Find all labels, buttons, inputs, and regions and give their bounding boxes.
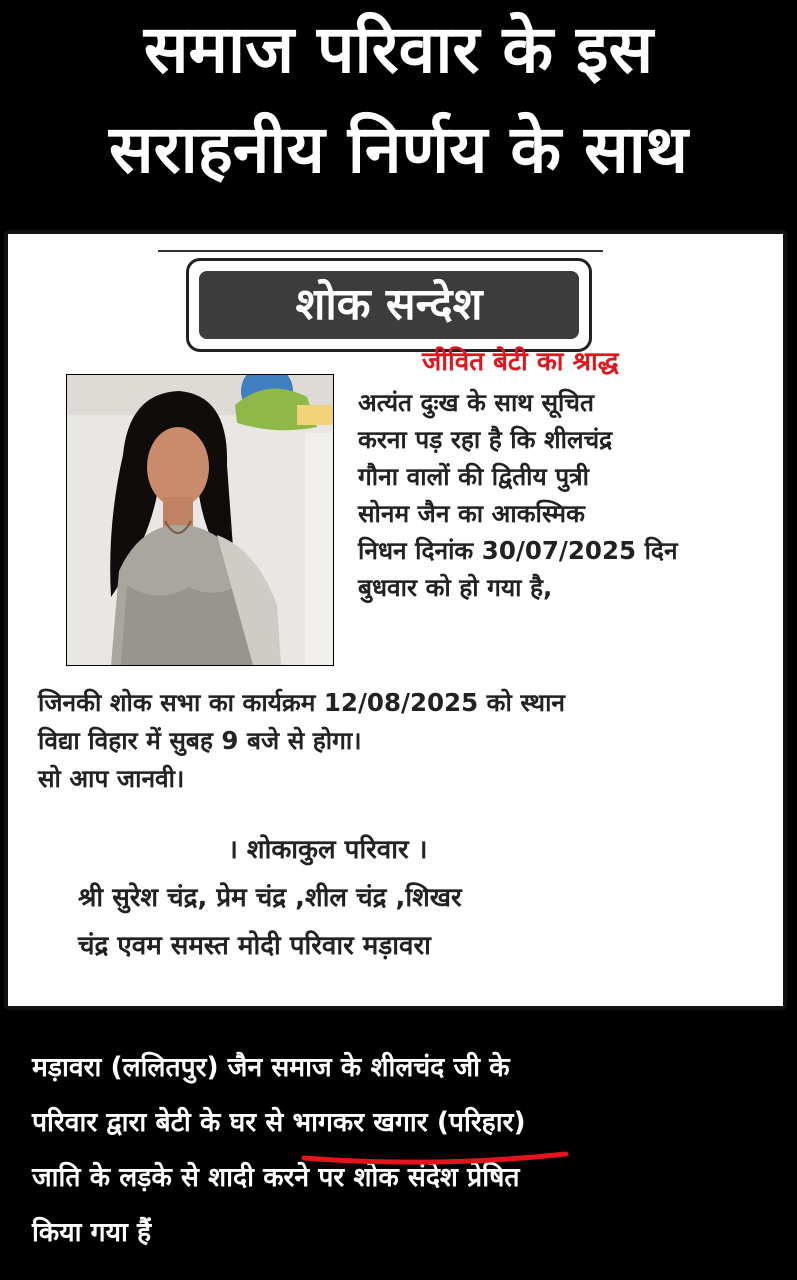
header-line-1: समाज परिवार के इस <box>143 11 654 88</box>
caption-line: परिवार द्वारा बेटी के घर से भागकर खगार (परिहार) <box>32 1107 526 1138</box>
notice-subtitle: जीवित बेटी का श्राद्ध <box>422 347 619 377</box>
bottom-banner <box>0 1020 797 1280</box>
family-line: श्री सुरेश चंद्र, प्रेम चंद्र ,शील चंद्र ,शिखर <box>78 883 462 913</box>
top-rule <box>158 250 603 252</box>
intro-line: सोनम जैन का आकस्मिक <box>358 499 585 528</box>
ceremony-details <box>38 684 768 798</box>
family-line: चंद्र एवम समस्त मोदी परिवार मड़ावरा <box>78 931 431 961</box>
intro-line: करना पड़ रहा है कि शीलचंद्र <box>358 425 613 454</box>
notice-title: शोक सन्देश <box>199 271 579 339</box>
family-block <box>78 826 768 970</box>
body-line: सो आप जानवी। <box>38 764 185 793</box>
body-line: विद्या विहार में सुबह 9 बजे से होगा। <box>38 726 362 755</box>
condolence-notice <box>4 230 787 1010</box>
body-line: जिनकी शोक सभा का कार्यक्रम 12/08/2025 को स्थान <box>38 688 566 717</box>
caption-line: किया गया हैं <box>32 1217 152 1248</box>
title-plate <box>186 258 592 352</box>
caption-line: जाति के लड़के से शादी करने पर शोक संदेश प्रेषित <box>32 1162 520 1193</box>
portrait-photo <box>66 374 334 666</box>
intro-text <box>358 384 768 606</box>
intro-line: अत्यंत दुःख के साथ सूचित <box>358 388 594 417</box>
intro-line: गौना वालों की द्वितीय पुत्री <box>358 462 590 491</box>
caption-line: मड़ावरा (ललितपुर) जैन समाज के शीलचंद जी के <box>32 1052 510 1083</box>
header-line-2: सराहनीय निर्णय के साथ <box>109 111 688 188</box>
top-banner <box>0 0 797 222</box>
portrait-image <box>67 375 333 665</box>
intro-line: निधन दिनांक 30/07/2025 दिन <box>358 536 678 565</box>
family-heading: । शोकाकुल परिवार । <box>228 835 428 865</box>
red-underline-mark <box>300 1148 570 1166</box>
intro-line: बुधवार को हो गया है, <box>358 573 553 602</box>
